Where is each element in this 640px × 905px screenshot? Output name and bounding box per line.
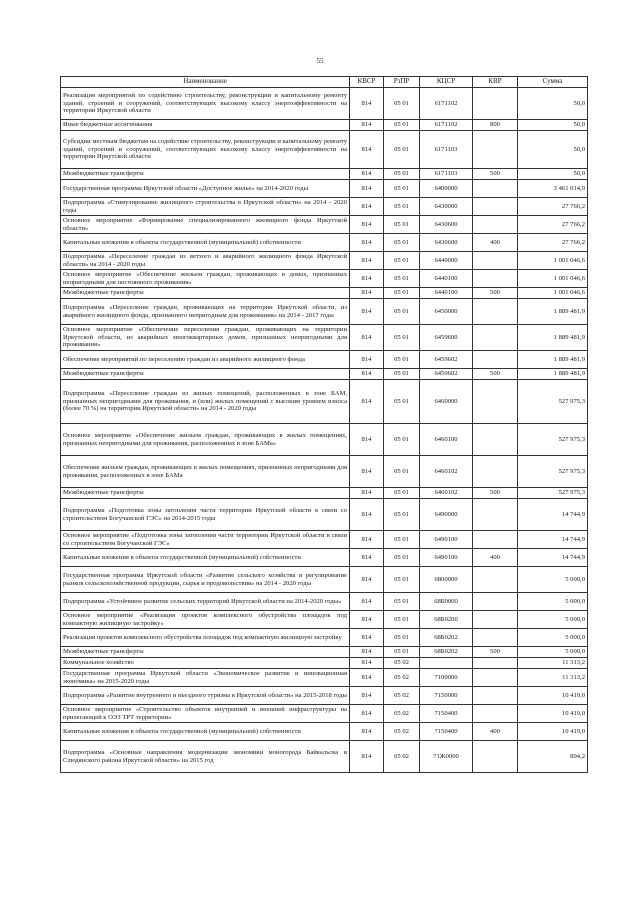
header-kvr: КВР xyxy=(473,77,518,88)
table-row xyxy=(61,424,588,456)
cell-rzpr: 05 02 xyxy=(384,669,420,687)
cell-rzpr: 05 01 xyxy=(384,369,420,380)
cell-sum: 14 744,9 xyxy=(518,549,588,567)
cell-name: Коммунальное хозяйство xyxy=(61,658,350,669)
cell-kvsr: 814 xyxy=(350,629,384,647)
cell-sum: 527 975,3 xyxy=(518,488,588,499)
cell-kvr: 500 xyxy=(473,288,518,299)
cell-kcsr: 6460100 xyxy=(420,424,473,456)
table-body xyxy=(61,88,588,773)
cell-sum: 1 001 046,6 xyxy=(518,288,588,299)
table-row xyxy=(61,658,588,669)
cell-sum: 1 889 481,9 xyxy=(518,299,588,325)
cell-kvr xyxy=(473,380,518,424)
table-row xyxy=(61,299,588,325)
cell-name: Капитальные вложения в объекты государственной (муниципальной) собственности xyxy=(61,549,350,567)
cell-name: Подпрограмма «Подготовка зоны затопления части территории Иркутской области в связи со строительством Богучанской ГЭС» на 2014-2015 годы xyxy=(61,499,350,531)
table-row xyxy=(61,369,588,380)
cell-kvsr: 814 xyxy=(350,288,384,299)
cell-kcsr: 6490100 xyxy=(420,531,473,549)
cell-sum: 1 889 481,9 xyxy=(518,369,588,380)
cell-name: Межбюджетные трансферты xyxy=(61,369,350,380)
cell-kcsr: 6440000 xyxy=(420,252,473,270)
cell-kcsr: 7150400 xyxy=(420,705,473,723)
cell-kcsr: 71Ж0000 xyxy=(420,741,473,773)
cell-rzpr: 05 02 xyxy=(384,658,420,669)
table-row xyxy=(61,198,588,216)
cell-sum: 14 744,9 xyxy=(518,499,588,531)
header-kcsr: КЦСР xyxy=(420,77,473,88)
cell-kvr xyxy=(473,88,518,120)
table-row xyxy=(61,741,588,773)
table-row xyxy=(61,252,588,270)
cell-sum: 1 889 481,9 xyxy=(518,351,588,369)
table-row xyxy=(61,705,588,723)
cell-name: Подпрограмма «Переселение граждан, проживающих на территории Иркутской области, из аварийного жилищного фонда, признанного непригодным для проживания» на 2014 - 2017 годы xyxy=(61,299,350,325)
cell-kvsr: 814 xyxy=(350,456,384,488)
cell-kvr: 500 xyxy=(473,169,518,180)
header-kvsr: КВСР xyxy=(350,77,384,88)
cell-sum: 894,2 xyxy=(518,741,588,773)
cell-sum: 50,0 xyxy=(518,131,588,169)
cell-sum: 1 001 046,6 xyxy=(518,270,588,288)
cell-kvsr: 814 xyxy=(350,120,384,131)
table-row xyxy=(61,169,588,180)
cell-sum: 527 975,3 xyxy=(518,456,588,488)
cell-kvr: 500 xyxy=(473,647,518,658)
cell-kvr xyxy=(473,351,518,369)
table-row xyxy=(61,723,588,741)
cell-sum: 5 000,0 xyxy=(518,611,588,629)
cell-sum: 5 000,0 xyxy=(518,629,588,647)
table-row xyxy=(61,629,588,647)
cell-name: Государственная программа Иркутской области «Доступное жилье» на 2014-2020 годы xyxy=(61,180,350,198)
cell-name: Межбюджетные трансферты xyxy=(61,488,350,499)
table-row xyxy=(61,270,588,288)
cell-rzpr: 05 01 xyxy=(384,88,420,120)
cell-kvr xyxy=(473,198,518,216)
cell-sum: 3 461 014,9 xyxy=(518,180,588,198)
cell-kcsr: 6171103 xyxy=(420,131,473,169)
cell-sum: 10 419,0 xyxy=(518,723,588,741)
cell-sum: 1 889 481,9 xyxy=(518,325,588,351)
cell-rzpr: 05 01 xyxy=(384,299,420,325)
cell-kvsr: 814 xyxy=(350,669,384,687)
cell-kcsr: 6490100 xyxy=(420,549,473,567)
cell-kvsr: 814 xyxy=(350,380,384,424)
cell-rzpr: 05 01 xyxy=(384,424,420,456)
cell-kvr: 400 xyxy=(473,549,518,567)
cell-kvsr: 814 xyxy=(350,593,384,611)
cell-rzpr: 05 01 xyxy=(384,488,420,499)
cell-kvsr: 814 xyxy=(350,531,384,549)
cell-kvsr: 814 xyxy=(350,252,384,270)
table-row xyxy=(61,549,588,567)
cell-name: Основное мероприятие «Строительство объектов внутренней и внешней инфраструктуры на прилегающей к ОЭЗ ТРТ территории» xyxy=(61,705,350,723)
cell-rzpr: 05 02 xyxy=(384,705,420,723)
table-row xyxy=(61,88,588,120)
cell-rzpr: 05 01 xyxy=(384,325,420,351)
cell-kvr xyxy=(473,658,518,669)
cell-name: Межбюджетные трансферты xyxy=(61,169,350,180)
table-row xyxy=(61,611,588,629)
cell-kcsr: 6400000 xyxy=(420,180,473,198)
cell-sum: 50,0 xyxy=(518,120,588,131)
table-row xyxy=(61,593,588,611)
cell-kvsr: 814 xyxy=(350,567,384,593)
cell-kcsr: 6490000 xyxy=(420,499,473,531)
table-row xyxy=(61,456,588,488)
cell-kvr xyxy=(473,669,518,687)
cell-sum: 50,0 xyxy=(518,169,588,180)
cell-kvsr: 814 xyxy=(350,131,384,169)
cell-kvr xyxy=(473,456,518,488)
cell-name: Межбюджетные трансферты xyxy=(61,288,350,299)
cell-rzpr: 05 01 xyxy=(384,252,420,270)
cell-kvr xyxy=(473,687,518,705)
cell-kcsr: 6460000 xyxy=(420,380,473,424)
cell-sum: 5 000,0 xyxy=(518,593,588,611)
cell-sum: 27 766,2 xyxy=(518,234,588,252)
cell-kvsr: 814 xyxy=(350,169,384,180)
cell-kcsr: 6430000 xyxy=(420,198,473,216)
cell-kvsr: 814 xyxy=(350,647,384,658)
cell-kcsr: 6459600 xyxy=(420,325,473,351)
table-row xyxy=(61,669,588,687)
cell-name: Государственная программа Иркутской области «Экономическое развитие и инновационная экономика» на 2015-2020 годы xyxy=(61,669,350,687)
cell-kcsr: 6430600 xyxy=(420,216,473,234)
cell-kvsr: 814 xyxy=(350,611,384,629)
cell-name: Капитальные вложения в объекты государственной (муниципальной) собственности xyxy=(61,234,350,252)
cell-rzpr: 05 01 xyxy=(384,234,420,252)
cell-sum: 10 419,0 xyxy=(518,687,588,705)
cell-rzpr: 05 01 xyxy=(384,456,420,488)
cell-name: Основное мероприятие «Подготовка зоны затопления части территории Иркутской области в связи со строительством Богучанской ГЭС» xyxy=(61,531,350,549)
cell-sum: 5 000,0 xyxy=(518,567,588,593)
cell-kvsr: 814 xyxy=(350,687,384,705)
cell-name: Основное мероприятие «Обеспечение переселения граждан, проживающих на территории Иркутской области, из аварийных многоквартирных домов, признанных непригодными для проживания» xyxy=(61,325,350,351)
cell-kcsr: 6440100 xyxy=(420,288,473,299)
cell-kvsr: 814 xyxy=(350,88,384,120)
cell-kvr xyxy=(473,705,518,723)
cell-kvr xyxy=(473,299,518,325)
cell-kcsr: 6171103 xyxy=(420,169,473,180)
cell-kvsr: 814 xyxy=(350,488,384,499)
table-row xyxy=(61,488,588,499)
cell-rzpr: 05 02 xyxy=(384,741,420,773)
cell-kvsr: 814 xyxy=(350,325,384,351)
cell-sum: 527 975,3 xyxy=(518,380,588,424)
cell-rzpr: 05 01 xyxy=(384,549,420,567)
cell-kcsr: 7100000 xyxy=(420,669,473,687)
cell-sum: 27 766,2 xyxy=(518,216,588,234)
cell-kvsr: 814 xyxy=(350,216,384,234)
cell-rzpr: 05 02 xyxy=(384,723,420,741)
cell-kvsr: 814 xyxy=(350,270,384,288)
cell-kvsr: 814 xyxy=(350,705,384,723)
cell-name: Основное мероприятие «Реализация проектов комплексного обустройства площадок под компактную жилищную застройку» xyxy=(61,611,350,629)
cell-name: Основное мероприятие «Обеспечение жильем граждан, проживающих в домах, признанных непригодными для постоянного проживания» xyxy=(61,270,350,288)
cell-kvsr: 814 xyxy=(350,369,384,380)
cell-name: Иные бюджетные ассигнования xyxy=(61,120,350,131)
cell-sum: 11 313,2 xyxy=(518,669,588,687)
cell-kcsr: 68Б0000 xyxy=(420,593,473,611)
table-row xyxy=(61,131,588,169)
cell-name: Межбюджетные трансферты xyxy=(61,647,350,658)
cell-name: Подпрограмма «Основные направления модернизации экономики моногорода Байкальска и Слюдянского района Иркутской области» на 2015 год xyxy=(61,741,350,773)
cell-kvr xyxy=(473,499,518,531)
page-number: 55 xyxy=(316,57,324,65)
cell-name: Подпрограмма «Переселение граждан из ветхого и аварийного жилищного фонда Иркутской области» на 2014 - 2020 годы xyxy=(61,252,350,270)
cell-kvsr: 814 xyxy=(350,658,384,669)
cell-kvsr: 814 xyxy=(350,234,384,252)
cell-kvr xyxy=(473,567,518,593)
cell-rzpr: 05 01 xyxy=(384,180,420,198)
cell-kvr xyxy=(473,252,518,270)
cell-kvsr: 814 xyxy=(350,723,384,741)
cell-name: Подпрограмма «Переселение граждан из жилых помещений, расположенных в зоне БАМ, признанных непригодными для проживания, и (или) жилых помещений с высоким уровнем износа (более 70 %) на территории Иркутской области» на 2014 - 2020 годы xyxy=(61,380,350,424)
cell-sum: 5 000,0 xyxy=(518,647,588,658)
table-row xyxy=(61,687,588,705)
cell-kcsr: 7150000 xyxy=(420,687,473,705)
cell-rzpr: 05 01 xyxy=(384,647,420,658)
cell-rzpr: 05 01 xyxy=(384,288,420,299)
table-row xyxy=(61,647,588,658)
cell-kvr: 400 xyxy=(473,234,518,252)
table-row xyxy=(61,234,588,252)
cell-kvsr: 814 xyxy=(350,351,384,369)
cell-sum: 10 419,0 xyxy=(518,705,588,723)
cell-kvsr: 814 xyxy=(350,198,384,216)
cell-kvr xyxy=(473,325,518,351)
cell-kvr xyxy=(473,270,518,288)
cell-kvr xyxy=(473,611,518,629)
table-row xyxy=(61,120,588,131)
cell-kcsr: 6459602 xyxy=(420,351,473,369)
cell-kcsr: 6460102 xyxy=(420,488,473,499)
header-rzpr: РзПР xyxy=(384,77,420,88)
cell-kcsr: 7150400 xyxy=(420,723,473,741)
cell-kcsr: 6430600 xyxy=(420,234,473,252)
cell-kcsr: 6800000 xyxy=(420,567,473,593)
cell-kvr xyxy=(473,629,518,647)
cell-kcsr: 68Б0202 xyxy=(420,629,473,647)
cell-name: Реализация мероприятий по содействию строительству, реконструкции и капитальному ремонту зданий, строений и сооружений, соответствующих высокому классу энергоэффективности на территории Иркутской области xyxy=(61,88,350,120)
cell-rzpr: 05 01 xyxy=(384,499,420,531)
table-row xyxy=(61,499,588,531)
cell-kvr: 500 xyxy=(473,488,518,499)
cell-kcsr: 6171102 xyxy=(420,120,473,131)
cell-kvr xyxy=(473,424,518,456)
cell-name: Подпрограмма «Стимулирование жилищного строительства в Иркутской области» на 2014 - 2020 годы xyxy=(61,198,350,216)
cell-kvsr: 814 xyxy=(350,499,384,531)
cell-rzpr: 05 01 xyxy=(384,593,420,611)
table-header-row xyxy=(61,77,588,88)
cell-kvsr: 814 xyxy=(350,299,384,325)
cell-kvr xyxy=(473,531,518,549)
cell-name: Реализация проектов комплексного обустройства площадок под компактную жилищную застройку xyxy=(61,629,350,647)
cell-sum: 27 766,2 xyxy=(518,198,588,216)
cell-rzpr: 05 01 xyxy=(384,216,420,234)
cell-name: Капитальные вложения в объекты государственной (муниципальной) собственности xyxy=(61,723,350,741)
cell-kvsr: 814 xyxy=(350,424,384,456)
cell-kvr: 400 xyxy=(473,723,518,741)
table-row xyxy=(61,531,588,549)
cell-rzpr: 05 01 xyxy=(384,567,420,593)
cell-kcsr: 68Б0200 xyxy=(420,611,473,629)
cell-rzpr: 05 01 xyxy=(384,611,420,629)
cell-sum: 50,0 xyxy=(518,88,588,120)
cell-kcsr: 6171102 xyxy=(420,88,473,120)
table-row xyxy=(61,216,588,234)
cell-kvr: 500 xyxy=(473,369,518,380)
cell-sum: 1 001 046,6 xyxy=(518,252,588,270)
cell-kvsr: 814 xyxy=(350,741,384,773)
cell-rzpr: 05 01 xyxy=(384,531,420,549)
budget-table xyxy=(60,76,588,773)
cell-kcsr: 6460102 xyxy=(420,456,473,488)
cell-kvsr: 814 xyxy=(350,549,384,567)
cell-rzpr: 05 01 xyxy=(384,131,420,169)
cell-rzpr: 05 01 xyxy=(384,351,420,369)
cell-name: Подпрограмма «Развитие внутреннего и въездного туризма в Иркутской области» на 2015-2018 годы xyxy=(61,687,350,705)
cell-sum: 11 313,2 xyxy=(518,658,588,669)
cell-name: Подпрограмма «Устойчивое развитие сельских территорий Иркутской области на 2014-2020 годы» xyxy=(61,593,350,611)
cell-kvr xyxy=(473,593,518,611)
cell-kvsr: 814 xyxy=(350,180,384,198)
cell-name: Основное мероприятие «Обеспечение жильем граждан, проживающих в жилых помещениях, признанных непригодными для проживания, расположенных в зоне БАМа» xyxy=(61,424,350,456)
cell-name: Обеспечение мероприятий по переселению граждан из аварийного жилищного фонда xyxy=(61,351,350,369)
table-row xyxy=(61,351,588,369)
cell-name: Обеспечение жильем граждан, проживающих в жилых помещениях, признанных непригодными для проживания, расположенных в зоне БАМа xyxy=(61,456,350,488)
cell-rzpr: 05 02 xyxy=(384,687,420,705)
cell-kvr xyxy=(473,216,518,234)
cell-kvr: 800 xyxy=(473,120,518,131)
cell-name: Основное мероприятие «Формирование специализированного жилищного фонда Иркутской области» xyxy=(61,216,350,234)
cell-rzpr: 05 01 xyxy=(384,270,420,288)
cell-kcsr: 6440100 xyxy=(420,270,473,288)
cell-kcsr xyxy=(420,658,473,669)
cell-sum: 527 975,3 xyxy=(518,424,588,456)
cell-name: Субсидии местным бюджетам на содействие строительству, реконструкции и капитальному ремонту зданий, строений и сооружений, соответствующих высокому классу энергоэффективности на территории Иркутской области xyxy=(61,131,350,169)
cell-rzpr: 05 01 xyxy=(384,120,420,131)
cell-kcsr: 6450000 xyxy=(420,299,473,325)
table-row xyxy=(61,325,588,351)
cell-rzpr: 05 01 xyxy=(384,198,420,216)
cell-kvr xyxy=(473,180,518,198)
table-row xyxy=(61,180,588,198)
table-row xyxy=(61,288,588,299)
header-sum: Сумма xyxy=(518,77,588,88)
cell-kvr xyxy=(473,131,518,169)
cell-kcsr: 6459602 xyxy=(420,369,473,380)
cell-rzpr: 05 01 xyxy=(384,380,420,424)
table-row xyxy=(61,567,588,593)
cell-kcsr: 68Б0202 xyxy=(420,647,473,658)
table-row xyxy=(61,380,588,424)
cell-rzpr: 05 01 xyxy=(384,169,420,180)
cell-kvr xyxy=(473,741,518,773)
header-name: Наименование xyxy=(61,77,350,88)
cell-sum: 14 744,9 xyxy=(518,531,588,549)
cell-rzpr: 05 01 xyxy=(384,629,420,647)
cell-name: Государственная программа Иркутской области «Развитие сельского хозяйства и регулирование рынков сельскохозяйственной продукции, сырья и продовольствия» на 2014 - 2020 годы xyxy=(61,567,350,593)
